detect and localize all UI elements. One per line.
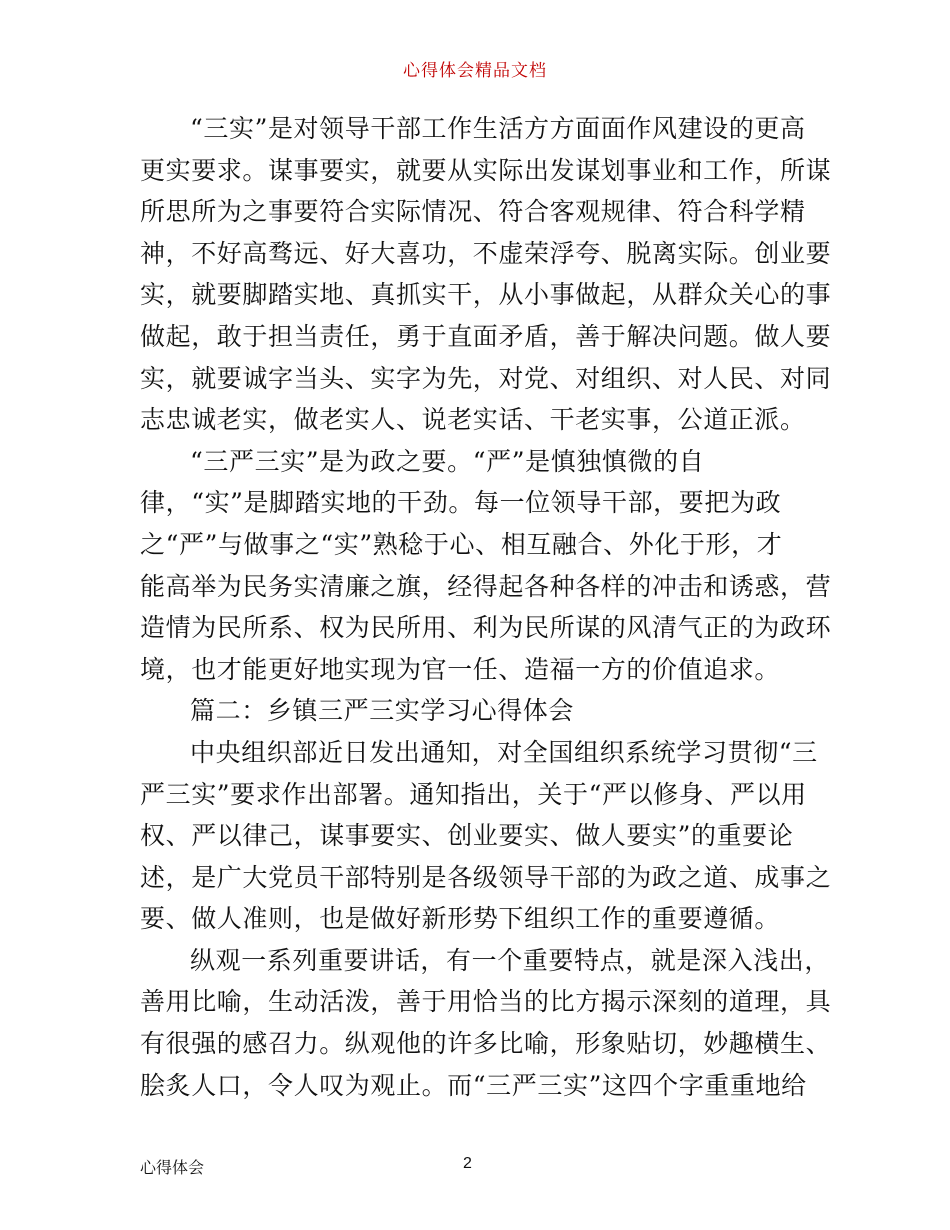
paragraph-line: 有很强的感召力。纵观他的许多比喻，形象贴切，妙趣横生、 bbox=[140, 1029, 832, 1059]
paragraph-line: “三严三实”是为政之要。“严”是慎独慎微的自 bbox=[190, 446, 705, 476]
paragraph-line: 之“严”与做事之“实”熟稔于心、相互融合、外化于形，才 bbox=[140, 529, 783, 559]
paragraph-line: 能高举为民务实清廉之旗，经得起各种各样的冲击和诱惑，营 bbox=[140, 571, 832, 601]
page-number: 2 bbox=[463, 1155, 472, 1172]
paragraph-line: 神，不好高骛远、好大喜功，不虚荣浮夸、脱离实际。创业要 bbox=[140, 238, 832, 268]
paragraph-line: 纵观一系列重要讲话，有一个重要特点，就是深入浅出， bbox=[190, 945, 831, 975]
footer-label: 心得体会 bbox=[140, 1158, 205, 1177]
paragraph-line: “三实”是对领导干部工作生活方方面面作风建设的更高 bbox=[190, 114, 806, 143]
paragraph-line: 境，也才能更好地实现为官一任、造福一方的价值追求。 bbox=[140, 654, 781, 684]
paragraph-line: 权、严以律己，谋事要实、创业要实、做人要实”的重要论 bbox=[140, 821, 794, 851]
paragraph-line: 做起，敢于担当责任，勇于直面矛盾，善于解决问题。做人要 bbox=[140, 321, 832, 351]
paragraph-line: 述，是广大党员干部特别是各级领导干部的为政之道、成事之 bbox=[140, 862, 832, 892]
paragraph-line: 志忠诚老实，做老实人、说老实话、干老实事，公道正派。 bbox=[140, 405, 806, 435]
paragraph-line: 更实要求。谋事要实，就要从实际出发谋划事业和工作，所谋 bbox=[140, 155, 832, 185]
paragraph-line: 实，就要脚踏实地、真抓实干，从小事做起，从群众关心的事 bbox=[140, 280, 832, 310]
paragraph-line: 中央组织部近日发出通知，对全国组织系统学习贯彻“三 bbox=[190, 737, 818, 767]
document-body bbox=[140, 108, 832, 1106]
paragraph-line: 严三实”要求作出部署。通知指出，关于“严以修身、严以用 bbox=[140, 779, 807, 809]
paragraph-line: 实，就要诚字当头、实字为先，对党、对组织、对人民、对同 bbox=[140, 363, 832, 393]
document-header-title: 心得体会精品文档 bbox=[403, 61, 547, 81]
section-heading: 篇二：乡镇三严三实学习心得体会 bbox=[190, 696, 575, 726]
paragraph-line: 要、做人准则，也是做好新形势下组织工作的重要遵循。 bbox=[140, 904, 781, 934]
paragraph-line: 律，“实”是脚踏实地的干劲。每一位领导干部，要把为政 bbox=[140, 488, 782, 518]
paragraph-line: 造情为民所系、权为民所用、利为民所谋的风清气正的为政环 bbox=[140, 613, 832, 643]
paragraph-line: 所思所为之事要符合实际情况、符合客观规律、符合科学精 bbox=[140, 197, 806, 227]
paragraph-line: 脍炙人口，令人叹为观止。而“三严三实”这四个字重重地给 bbox=[140, 1070, 807, 1100]
paragraph-line: 善用比喻，生动活泼，善于用恰当的比方揭示深刻的道理，具 bbox=[140, 987, 832, 1017]
